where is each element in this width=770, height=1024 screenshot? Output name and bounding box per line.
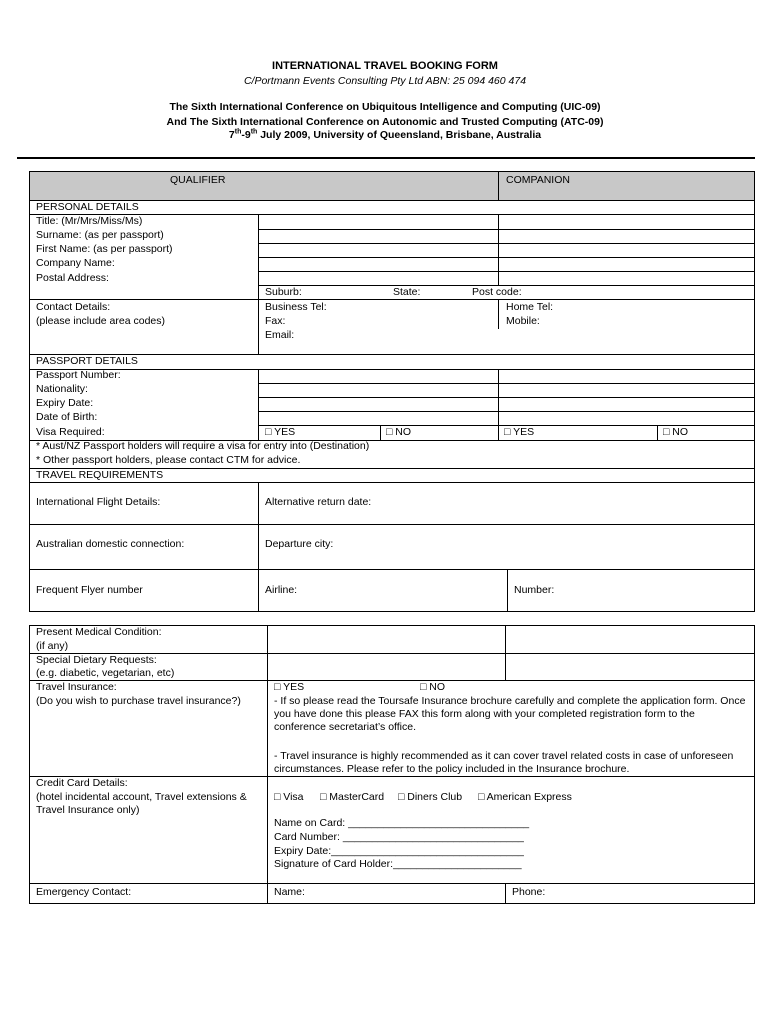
- checkbox-visa-card[interactable]: □ Visa: [274, 791, 304, 803]
- label-dietary: Special Dietary Requests:: [36, 654, 157, 666]
- label-title: Title: (Mr/Mrs/Miss/Ms): [36, 215, 143, 227]
- passport-heading: PASSPORT DETAILS: [36, 355, 138, 367]
- form-title: INTERNATIONAL TRAVEL BOOKING FORM: [272, 60, 498, 72]
- label-credit-card: Credit Card Details:: [36, 777, 128, 789]
- checkbox-insurance-yes[interactable]: □ YES: [274, 681, 305, 693]
- checkbox-visa-yes-qualifier[interactable]: □ YES: [265, 426, 296, 438]
- label-medical: Present Medical Condition:: [36, 626, 162, 638]
- checkbox-visa-yes-companion[interactable]: □ YES: [504, 426, 535, 438]
- label-intl-flight: International Flight Details:: [36, 496, 161, 508]
- label-email: Email:: [265, 329, 295, 341]
- label-frequent-flyer: Frequent Flyer number: [36, 584, 143, 596]
- label-insurance-note: (Do you wish to purchase travel insurance?): [36, 695, 241, 707]
- checkbox-diners[interactable]: □ Diners Club: [398, 791, 463, 803]
- label-business-tel: Business Tel:: [265, 301, 327, 313]
- field-card-expiry[interactable]: Expiry Date:_________________________________: [274, 845, 524, 857]
- label-emergency: Emergency Contact:: [36, 886, 132, 898]
- label-contact-details: Contact Details:: [36, 301, 111, 313]
- label-post-code: Post code:: [472, 286, 522, 298]
- label-company-name: Company Name:: [36, 257, 115, 269]
- label-expiry-date: Expiry Date:: [36, 397, 94, 409]
- label-first-name: First Name: (as per passport): [36, 243, 173, 255]
- label-surname: Surname: (as per passport): [36, 229, 164, 241]
- conference-date: 7th-9th July 2009, University of Queensland, Brisbane, Australia: [228, 128, 542, 141]
- label-postal-address: Postal Address:: [36, 272, 109, 284]
- label-fax: Fax:: [265, 315, 286, 327]
- conference-line-1: The Sixth International Conference on Ubiquitous Intelligence and Computing (UIC-09): [169, 101, 601, 113]
- col-companion: COMPANION: [506, 174, 570, 186]
- label-visa-required: Visa Required:: [36, 426, 105, 438]
- label-emergency-name: Name:: [274, 886, 305, 898]
- visa-note-1: * Aust/NZ Passport holders will require a visa for entry into (Destination): [36, 440, 370, 452]
- label-nationality: Nationality:: [36, 383, 88, 395]
- checkbox-visa-no-qualifier[interactable]: □ NO: [386, 426, 412, 438]
- checkbox-insurance-no[interactable]: □ NO: [420, 681, 446, 693]
- label-insurance: Travel Insurance:: [36, 681, 117, 693]
- label-date-of-birth: Date of Birth:: [36, 411, 98, 423]
- personal-heading: PERSONAL DETAILS: [36, 201, 139, 213]
- field-signature[interactable]: Signature of Card Holder:______________________: [274, 858, 522, 870]
- label-passport-number: Passport Number:: [36, 369, 121, 381]
- checkbox-amex[interactable]: □ American Express: [478, 791, 572, 803]
- label-airline: Airline:: [265, 584, 298, 596]
- insurance-text-2: - Travel insurance is highly recommended as it can cover travel related costs in case of unforeseen circumstances. Please refer to the policy included in the Insurance brochure.: [274, 750, 734, 775]
- label-state: State:: [393, 286, 421, 298]
- label-departure-city: Departure city:: [265, 538, 334, 550]
- company-line: C/Portmann Events Consulting Pty Ltd ABN: 25 094 460 474: [243, 75, 527, 87]
- label-number: Number:: [514, 584, 555, 596]
- label-medical-note: (if any): [36, 640, 69, 652]
- label-emergency-phone: Phone:: [512, 886, 546, 898]
- label-alt-return: Alternative return date:: [265, 496, 372, 508]
- header-rule: [17, 157, 755, 159]
- visa-note-2: * Other passport holders, please contact CTM for advice.: [36, 454, 301, 466]
- travel-heading: TRAVEL REQUIREMENTS: [36, 469, 164, 481]
- col-qualifier: QUALIFIER: [170, 174, 226, 186]
- label-suburb: Suburb:: [265, 286, 302, 298]
- label-home-tel: Home Tel:: [506, 301, 554, 313]
- label-domestic: Australian domestic connection:: [36, 538, 185, 550]
- label-mobile: Mobile:: [506, 315, 540, 327]
- label-dietary-note: (e.g. diabetic, vegetarian, etc): [36, 667, 175, 679]
- insurance-text-1: - If so please read the Toursafe Insurance brochure carefully and complete the application form. Once you have done this please FAX this form along with your completed registration form to the conference secretariat’s office.: [274, 695, 746, 733]
- label-contact-note: (please include area codes): [36, 315, 165, 327]
- checkbox-mastercard[interactable]: □ MasterCard: [320, 791, 385, 803]
- conference-line-2: And The Sixth International Conference on Autonomic and Trusted Computing (ATC-09): [166, 116, 604, 128]
- label-credit-note: (hotel incidental account, Travel extensions & Travel Insurance only): [36, 791, 247, 816]
- field-name-on-card[interactable]: Name on Card: _______________________________: [274, 817, 530, 829]
- field-card-number[interactable]: Card Number: _______________________________: [274, 831, 524, 843]
- checkbox-visa-no-companion[interactable]: □ NO: [663, 426, 689, 438]
